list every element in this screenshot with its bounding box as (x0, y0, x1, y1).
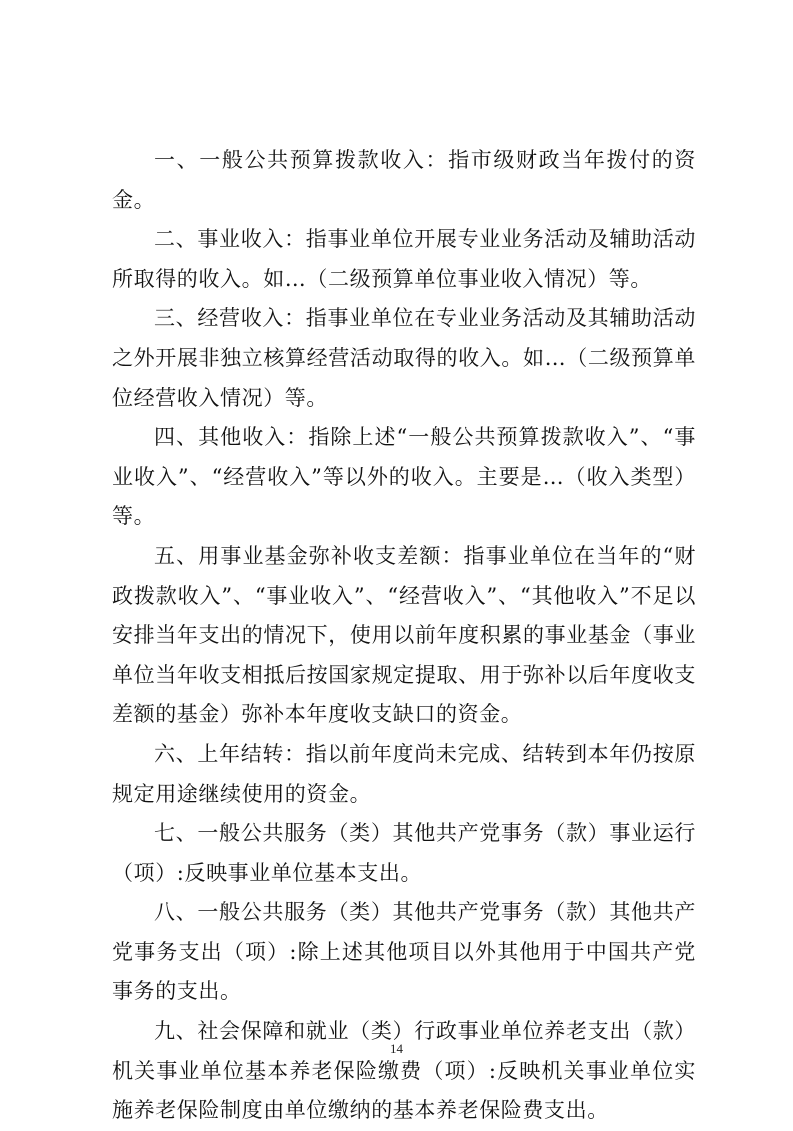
paragraph-business-income: 二、事业收入：指事业单位开展专业业务活动及辅助活动所取得的收入。如…（二级预算单位事业收入情况）等。 (112, 227, 696, 291)
paragraph-other-income: 四、其他收入：指除上述“一般公共预算拨款收入”、“事业收入”、“经营收入”等以外的收入。主要是…（收入类型）等。 (112, 425, 696, 529)
paragraph-operating-income: 三、经营收入：指事业单位在专业业务活动及其辅助活动之外开展非独立核算经营活动取得的收入。如…（二级预算单位经营收入情况）等。 (112, 306, 696, 410)
paragraph-party-affairs-operation: 七、一般公共服务（类）其他共产党事务（款）事业运行（项）:反映事业单位基本支出。 (112, 821, 696, 885)
document-body (112, 141, 696, 1131)
paragraph-prior-year-carryover: 六、上年结转：指以前年度尚未完成、结转到本年仍按原规定用途继续使用的资金。 (112, 741, 696, 806)
paragraph-pension-insurance: 九、社会保障和就业（类）行政事业单位养老支出（款）机关事业单位基本养老保险缴费（项）:反映机关事业单位实施养老保险制度由单位缴纳的基本养老保险费支出。 (112, 1019, 696, 1123)
paragraph-party-affairs-other: 八、一般公共服务（类）其他共产党事务（款）其他共产党事务支出（项）:除上述其他项目以外其他用于中国共产党事务的支出。 (112, 900, 696, 1004)
paragraph-business-fund-offset: 五、用事业基金弥补收支差额：指事业单位在当年的“财政拨款收入”、“事业收入”、“经营收入”、“其他收入”不足以安排当年支出的情况下，使用以前年度积累的事业基金（事业单位当年收支相抵后按国家规定提取、用于弥补以后年度收支差额的基金）弥补本年度收支缺口的资金。 (112, 543, 696, 727)
page-number: 14 (390, 1041, 403, 1056)
paragraph-general-budget-income: 一、一般公共预算拨款收入：指市级财政当年拨付的资金。 (112, 148, 696, 212)
